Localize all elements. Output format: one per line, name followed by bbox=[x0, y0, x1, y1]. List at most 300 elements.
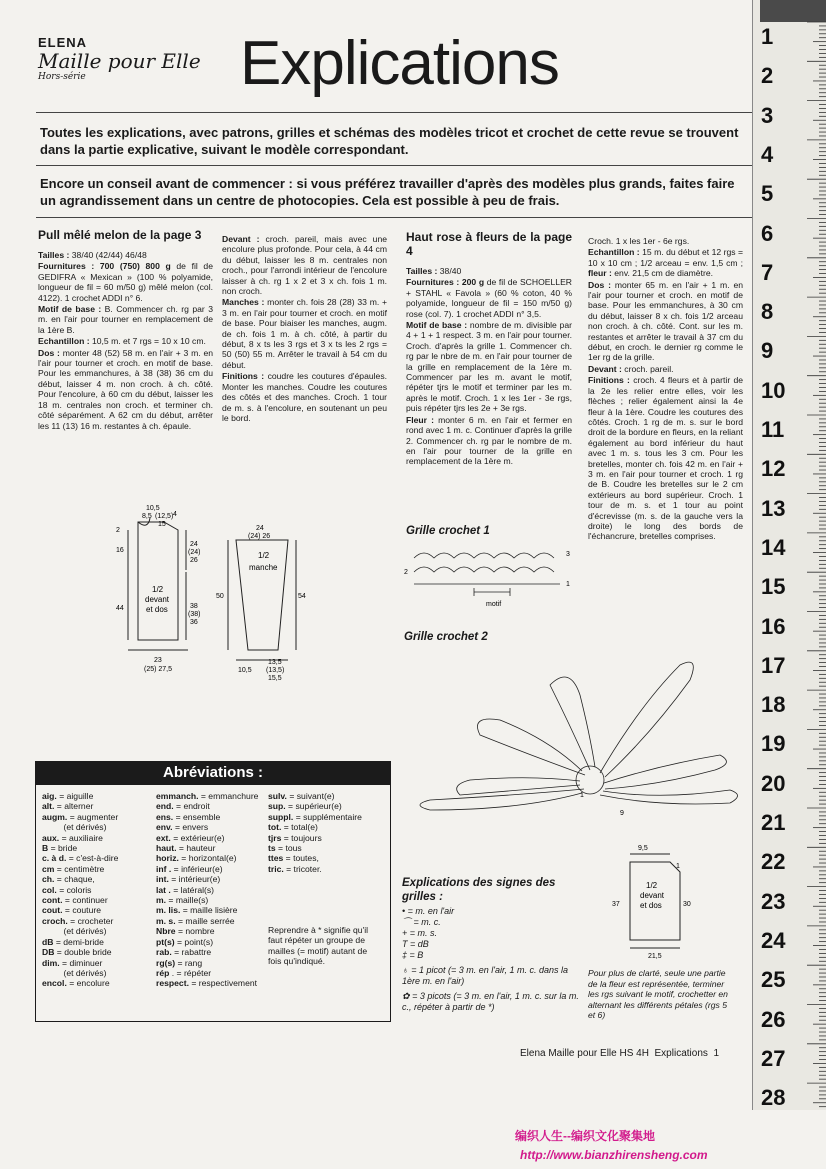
label: Finitions : bbox=[588, 375, 630, 386]
abbr-definition: (et dérivés) bbox=[42, 822, 107, 833]
abbr-term: dB bbox=[42, 936, 54, 947]
slip-stitch-icon: ⌒ bbox=[402, 917, 412, 927]
picot-icon: ♁ bbox=[402, 965, 409, 975]
ruler-number: 27 bbox=[761, 1045, 786, 1071]
ruler-number: 4 bbox=[761, 141, 774, 167]
abbr-entry bbox=[42, 833, 118, 843]
schema-label: et dos bbox=[640, 901, 662, 910]
abbr-term: cont. bbox=[42, 895, 63, 906]
abbr-definition: = chaque, bbox=[54, 874, 95, 885]
text: nombre de m. divisible par 4 + 1 + 1 respect. 3 m. en l'air pour tourner. Croch. d'après la grille 1. Commencer ch. rg par le nbre de m. en l'air pour tourner de la grille en remplacement de la 1ère m. Commencer par les m. avant le motif, répéter tjrs le motif et terminer par les m. après le motif. Croch. 1 x les 1er - 3e rgs, puis répéter tjrs les 2e + 3e rgs. bbox=[406, 320, 572, 414]
abbr-definition: = demi-bride bbox=[53, 936, 104, 947]
abbr-term: dim. bbox=[42, 957, 60, 968]
intro-text: Toutes les explications, avec patrons, grilles et schémas des modèles tricot et crochet de cette revue se trouvent dans la partie explicative, suivant le modèle correspondant. bbox=[40, 125, 739, 157]
dim-label: 24 bbox=[256, 525, 264, 532]
ruler-number: 20 bbox=[761, 770, 786, 796]
schema-label: 1/2 bbox=[258, 551, 270, 560]
abbr-entry bbox=[268, 801, 362, 811]
dim-label: 4 bbox=[173, 511, 177, 518]
abbr-entry bbox=[42, 958, 118, 968]
abbr-entry bbox=[156, 916, 258, 926]
abbr-definition: = ensemble bbox=[173, 811, 221, 822]
dim-label: 54 bbox=[298, 593, 306, 600]
legend-text: = B bbox=[409, 950, 424, 960]
dim-label: 23 bbox=[154, 657, 162, 664]
abbr-entry bbox=[156, 874, 258, 884]
abbr-entry bbox=[156, 937, 258, 947]
three-picots-icon: ✿ bbox=[402, 991, 410, 1001]
text: coudre les coutures d'épaules. Monter les manches. Coudre les coutures des côtés et des manches. Croch. 1 tour de m. s. à l'encolure, en soutenant un peu le bord. bbox=[222, 371, 388, 423]
abbr-term: inf . bbox=[156, 863, 172, 874]
abbr-term: B bbox=[42, 843, 49, 854]
label: Tailles : bbox=[406, 266, 438, 276]
dim-label: 26 bbox=[190, 557, 198, 564]
abbr-definition: (et dérivés) bbox=[42, 967, 107, 978]
legend-text: = 1 picot (= 3 m. en l'air, 1 m. c. dans la 1ère m. en l'air) bbox=[402, 965, 569, 986]
single-crochet-icon: + bbox=[402, 928, 408, 938]
watermark-line-1: 编织人生--编织文化聚集地 bbox=[515, 1129, 655, 1143]
ruler-number: 5 bbox=[761, 181, 774, 207]
abbr-term: ts bbox=[268, 843, 276, 854]
pull-instructions-col2 bbox=[222, 234, 387, 424]
abbr-entry bbox=[156, 885, 258, 895]
abbr-entry bbox=[42, 874, 118, 884]
label: Finitions : bbox=[222, 371, 265, 382]
dim-label: 38 bbox=[190, 603, 198, 610]
abbr-entry bbox=[42, 791, 118, 801]
pull-schema bbox=[108, 500, 308, 690]
schema-label: 1/2 bbox=[646, 881, 658, 890]
abbr-column-1 bbox=[42, 791, 118, 989]
dim-label: 2 bbox=[116, 527, 120, 534]
side-ruler bbox=[752, 0, 826, 1110]
legend-heading: Explications des signes des grilles : bbox=[402, 877, 556, 903]
abbr-entry bbox=[268, 833, 362, 843]
abbr-term: env. bbox=[156, 822, 173, 833]
text: croch. pareil. bbox=[624, 363, 674, 374]
label: Echantillon : bbox=[38, 336, 90, 347]
half-double-icon: T bbox=[402, 939, 408, 949]
abbr-term: suppl. bbox=[268, 811, 294, 822]
schema-label: 1/2 bbox=[152, 585, 164, 594]
abbr-entry bbox=[268, 812, 362, 822]
text: croch. 4 fleurs et à partir de la 2e les relier entre elles, voir les flèches ; relier également ainsi la 4e fleur à la 1ère. Coudre les coutures des côtés. Croch. 1 rg de m. s. sur le bord droit de la bordure en fleurs, en la reliant également au bord inférieur du haut avec 1 m. s. tous les 3 cm. Pour les bretelles, monter ch. fois 42 m. en l'air + 3 m. en l'air pour tourner et croch. 1 rg de B. Coudre les bretelles sur le 2 cm extérieurs au bord supérieur. Croch. 1 tour de m. s. et 1 tour au point d'écrevisse (m. s. de la gauche vers la droite) le long des bords de l'échancrure, bretelles comprises. bbox=[588, 375, 743, 542]
schema-outline bbox=[138, 522, 178, 640]
abbr-term: horiz. bbox=[156, 853, 179, 864]
dim-label: (24) 26 bbox=[248, 533, 271, 540]
abbr-entry bbox=[42, 978, 118, 988]
abbr-entry bbox=[42, 968, 118, 978]
ruler-number: 17 bbox=[761, 652, 786, 678]
flower-note: Pour plus de clarté, seule une partie de la fleur est représentée, terminer les rgs suivant le motif, crochetter en alternant les différents pétales (rgs 5 et 6) bbox=[588, 968, 728, 1020]
row-number: 1 bbox=[566, 581, 570, 588]
dim-label: 1 bbox=[676, 863, 680, 870]
label: Echantillon : bbox=[588, 247, 640, 258]
abbr-definition: . = répéter bbox=[169, 967, 212, 978]
brand-logo bbox=[38, 35, 228, 82]
dim-label: 37 bbox=[612, 901, 620, 908]
abbr-term: DB bbox=[42, 947, 55, 958]
ruler-number: 8 bbox=[761, 299, 774, 325]
text: monter 65 m. en l'air + 1 m. en l'air pour tourner et croch. en motif de base. Pour les emmanchures, à 30 cm du début, laisser 8 x ch. fois 1/2 arceau non croch. à ch. côté. Cont. sur les m. restantes et arrêter le travail à 37 cm du début, en croch. le dernier rg comme le 1er rg de la grille. bbox=[588, 279, 744, 363]
abbr-entry bbox=[42, 926, 118, 936]
legend-text: = dB bbox=[410, 939, 429, 949]
schema-label: et dos bbox=[146, 605, 168, 614]
abbr-entry bbox=[156, 833, 258, 843]
brand-line-2: Maille pour Elle bbox=[38, 49, 201, 73]
abbr-term: augm. bbox=[42, 811, 68, 822]
row-number: 3 bbox=[566, 551, 570, 558]
abbr-entry bbox=[42, 947, 118, 957]
schema-label: devant bbox=[145, 595, 170, 604]
abbr-entry bbox=[42, 843, 118, 853]
ruler-number: 3 bbox=[761, 102, 774, 128]
abbr-term: rg(s) bbox=[156, 957, 176, 968]
dim-label: 30 bbox=[683, 901, 691, 908]
dim-label: 15 bbox=[158, 521, 166, 528]
ruler-number: 9 bbox=[761, 338, 774, 364]
petal bbox=[550, 677, 595, 770]
dim-label: 44 bbox=[116, 605, 124, 612]
abbr-entry bbox=[42, 916, 118, 926]
abbr-definition: = aiguille bbox=[56, 791, 94, 801]
abbr-term: pt(s) bbox=[156, 936, 175, 947]
abbr-entry bbox=[156, 864, 258, 874]
dim-label: 9,5 bbox=[638, 845, 648, 852]
text: Croch. 1 x les 1er - 6e rgs. bbox=[588, 236, 690, 246]
dim-label: (38) bbox=[188, 611, 201, 618]
ruler-number: 14 bbox=[761, 534, 786, 560]
pull-instructions-col1 bbox=[38, 228, 213, 432]
advice-text: Encore un conseil avant de commencer : si vous préférez travailler d'après des modèles plus grands, faites faire un agrandissement dans un centre de photocopies. Cela est possible à peu de frais. bbox=[40, 176, 735, 208]
abbr-term: cout. bbox=[42, 905, 63, 916]
abbr-definition: = nombre bbox=[175, 926, 215, 937]
dim-label: 50 bbox=[216, 593, 224, 600]
grille-1-title: Grille crochet 1 bbox=[406, 525, 490, 537]
ruler-number: 2 bbox=[761, 63, 774, 89]
label: Motif de base : bbox=[38, 304, 102, 315]
abbr-note: Reprendre à * signifie qu'il faut répéter un groupe de mailles (= motif) autant de fois qu'indiqué. bbox=[268, 925, 369, 967]
abbr-term: c. à d. bbox=[42, 853, 67, 864]
label: fleur : bbox=[588, 268, 612, 279]
ruler-number: 22 bbox=[761, 849, 786, 875]
abbr-term: ens. bbox=[156, 811, 174, 822]
abbr-definition: = crocheter bbox=[67, 915, 114, 926]
abbreviations-box bbox=[35, 761, 391, 1023]
abbr-term: ext. bbox=[156, 832, 171, 843]
ruler-number: 7 bbox=[761, 259, 774, 285]
ruler-number: 25 bbox=[761, 967, 786, 993]
petal bbox=[420, 789, 584, 810]
text: B. Commencer ch. rg par 3 m. en l'air pour tourner en remplacement de la 1ère B. bbox=[38, 304, 213, 335]
abbr-definition: = total(e) bbox=[281, 822, 318, 833]
abbr-term: col. bbox=[42, 884, 57, 895]
abbr-definition: = c'est-à-dire bbox=[66, 853, 119, 864]
abbr-definition: = double bride bbox=[54, 947, 112, 958]
text: env. 21,5 cm de diamètre. bbox=[614, 268, 713, 279]
text: 10,5 m. et 7 rgs = 10 x 10 cm. bbox=[91, 336, 206, 347]
abbreviations-body bbox=[35, 785, 391, 1022]
dim-label: 21,5 bbox=[648, 953, 662, 960]
dim-label: 16 bbox=[116, 547, 124, 554]
schema-label: manche bbox=[249, 563, 278, 572]
abbr-definition: = rang bbox=[175, 957, 203, 968]
row-number: 9 bbox=[620, 810, 624, 817]
abbr-entry bbox=[42, 864, 118, 874]
abbr-definition: = bride bbox=[48, 843, 78, 854]
text: monter 6 m. en l'air et fermer en rond avec 1 m. c. Continuer d'après la grille 2. Commencer ch. rg par le nombre de m. en l'air pour tourner de la grille en remplacement de la 1ère m. bbox=[406, 414, 572, 467]
abbr-term: croch. bbox=[42, 915, 68, 926]
abbr-definition: = endroit bbox=[173, 801, 210, 812]
abbr-definition: = horizontal(e) bbox=[178, 853, 237, 864]
abbr-definition: = maille(s) bbox=[166, 895, 209, 906]
abbr-definition: = extérieur(e) bbox=[170, 832, 225, 843]
abbr-term: m. s. bbox=[156, 915, 176, 926]
abbr-definition: = suivant(e) bbox=[286, 791, 335, 801]
abbr-entry bbox=[42, 937, 118, 947]
abbr-definition: (et dérivés) bbox=[42, 926, 107, 937]
abbr-entry bbox=[268, 791, 362, 801]
abbr-term: m. bbox=[156, 895, 167, 906]
legend-text: = m. en l'air bbox=[407, 906, 455, 916]
text: monter 48 (52) 58 m. en l'air + 3 m. en l'air pour tourner et croch. en motif de base. Pour les emmanchures, à 38 (38) 36 cm du début, laisser 4 m. non croch. à ch. côté. Pour l'encolure, à 60 cm du début, laisser les 18 m. centrales non croch. et terminer ch. côté séparément. A 62 cm du début, arrêter les 11 (13) 16 m. restantes à ch. épaule. bbox=[38, 347, 214, 431]
ruler-number: 21 bbox=[761, 810, 786, 835]
ruler-number: 15 bbox=[761, 574, 786, 600]
abbr-entry bbox=[156, 843, 258, 853]
ruler-number: 6 bbox=[761, 220, 774, 246]
abbr-term: int. bbox=[156, 874, 169, 885]
abbr-entry bbox=[268, 843, 362, 853]
abbr-definition: = augmenter bbox=[67, 811, 119, 822]
haut-heading: Haut rose à fleurs de la page 4 bbox=[406, 230, 572, 258]
abbr-entry bbox=[42, 822, 118, 832]
abbr-entry bbox=[156, 926, 258, 936]
dim-label: 10,5 bbox=[146, 505, 160, 512]
abbr-definition: = envers bbox=[172, 822, 209, 833]
haut-instructions-col3 bbox=[406, 230, 572, 468]
abbr-entry bbox=[42, 853, 118, 863]
abbr-definition: = hauteur bbox=[176, 843, 216, 854]
abbr-definition: = supérieur(e) bbox=[285, 801, 342, 812]
text: 38/40 bbox=[439, 266, 462, 276]
dim-label: (25) 27,5 bbox=[144, 666, 173, 673]
abbr-entry bbox=[42, 885, 118, 895]
dim-label: (13,5) bbox=[266, 667, 285, 674]
abbr-term: alt. bbox=[42, 801, 55, 812]
abbr-term: rép bbox=[156, 967, 170, 978]
ruler-number: 10 bbox=[761, 377, 786, 403]
abbr-term: emmanch. bbox=[156, 791, 199, 801]
pull-heading: Pull mêlé melon de la page 3 bbox=[38, 228, 202, 242]
ruler-number: 16 bbox=[761, 613, 786, 639]
abbr-entry bbox=[42, 905, 118, 915]
row-number: 1 bbox=[580, 792, 584, 799]
abbr-definition: = rabattre bbox=[171, 947, 212, 958]
legend-text: = m. c. bbox=[413, 917, 441, 927]
abbr-definition: = coloris bbox=[56, 884, 92, 895]
abbr-definition: = toutes, bbox=[283, 853, 319, 864]
abbr-term: aig. bbox=[42, 791, 57, 801]
abbr-entry bbox=[268, 864, 362, 874]
ruler-number: 24 bbox=[761, 927, 786, 953]
abbr-term: lat . bbox=[156, 884, 171, 895]
label: Devant : bbox=[588, 363, 622, 374]
ruler-number: 26 bbox=[761, 1006, 786, 1032]
label: Fournitures : 200 g bbox=[406, 277, 485, 288]
double-crochet-icon: ‡ bbox=[402, 950, 408, 960]
footer-page: 1 bbox=[713, 1048, 719, 1059]
abbr-definition: = supplémentaire bbox=[293, 811, 362, 822]
text: croch. pareil, mais avec une encolure plus profonde. Pour cela, à 44 cm du début, laisser les 8 m. centrales non croch., pour l'arrondi intérieur de l'encolure laisser à ch. rg 1 x 2 et 3 x ch. fois 1 m. non croch. bbox=[222, 234, 388, 297]
row-number: 2 bbox=[404, 569, 408, 576]
dim-label: (12,5) bbox=[155, 513, 174, 520]
abbr-definition: = intérieur(e) bbox=[168, 874, 221, 885]
abbr-definition: = continuer bbox=[62, 895, 108, 906]
abbr-definition: = inférieur(e) bbox=[171, 863, 223, 874]
grille-2-flower-diagram bbox=[400, 645, 750, 830]
petal bbox=[457, 778, 580, 795]
grille-2-title: Grille crochet 2 bbox=[404, 631, 488, 643]
dim-label: 8,5 bbox=[142, 513, 152, 520]
dim-label: 10,5 bbox=[238, 667, 252, 674]
row-2-arcs bbox=[414, 567, 554, 572]
abbr-entry bbox=[268, 822, 362, 832]
legend-text: = 3 picots (= 3 m. en l'air, 1 m. c. sur la m. c., répéter à partir de *) bbox=[402, 991, 579, 1012]
abbr-entry bbox=[156, 947, 258, 957]
abbr-term: Nbre bbox=[156, 926, 176, 937]
abbr-definition: = toujours bbox=[281, 832, 322, 843]
abbr-column-3 bbox=[268, 791, 362, 874]
ruler-number: 11 bbox=[761, 417, 785, 442]
abbr-entry bbox=[156, 895, 258, 905]
abbr-term: sup. bbox=[268, 801, 286, 812]
text: 38/40 (42/44) 46/48 bbox=[71, 250, 147, 260]
abbr-term: tot. bbox=[268, 822, 282, 833]
ruler-number: 19 bbox=[761, 731, 786, 757]
dim-label: 24 bbox=[190, 541, 198, 548]
label: Fournitures : 700 (750) 800 g bbox=[38, 261, 171, 272]
dim-label: 36 bbox=[190, 619, 198, 626]
abbr-definition: = respectivement bbox=[188, 978, 258, 989]
front-back-schema bbox=[128, 518, 188, 650]
petal bbox=[478, 719, 586, 775]
label: Fleur : bbox=[406, 414, 434, 425]
abbreviations-title: Abréviations : bbox=[35, 761, 391, 785]
abbr-definition: = tous bbox=[275, 843, 302, 854]
abbr-entry bbox=[42, 895, 118, 905]
abbr-entry bbox=[156, 905, 258, 915]
abbr-entry bbox=[156, 853, 258, 863]
label: Tailles : bbox=[38, 250, 70, 260]
abbr-term: end. bbox=[156, 801, 174, 812]
text: 15 m. du début et 12 rgs = 10 x 10 cm ; 1/2 arceau = env. 1,5 cm ; bbox=[588, 247, 744, 268]
abbr-entry bbox=[156, 801, 258, 811]
row-3-arcs bbox=[414, 553, 554, 558]
abbr-definition: = tricoter. bbox=[283, 863, 322, 874]
label: Dos : bbox=[588, 279, 611, 290]
footer-section: Explications bbox=[654, 1048, 708, 1059]
dim-label: 15,5 bbox=[268, 675, 282, 682]
abbr-entry bbox=[268, 853, 362, 863]
abbr-term: respect. bbox=[156, 978, 189, 989]
abbr-definition: = emmanchure bbox=[198, 791, 259, 801]
abbr-definition: = latéral(s) bbox=[170, 884, 215, 895]
abbr-entry bbox=[156, 791, 258, 801]
ruler-number: 23 bbox=[761, 888, 786, 914]
abbr-definition: = encolure bbox=[66, 978, 110, 989]
abbr-entry bbox=[42, 801, 118, 811]
abbr-column-2 bbox=[156, 791, 258, 989]
schema-label: devant bbox=[640, 891, 665, 900]
divider bbox=[36, 112, 752, 113]
petal bbox=[600, 790, 738, 804]
symbol-legend bbox=[402, 876, 582, 1013]
label: Manches : bbox=[222, 297, 265, 308]
legend-text: = m. s. bbox=[409, 928, 438, 938]
abbr-definition: = centimètre bbox=[54, 863, 105, 874]
haut-schema bbox=[610, 840, 700, 960]
abbr-entry bbox=[156, 958, 258, 968]
ruler-number: 1 bbox=[761, 24, 774, 49]
abbr-term: ttes bbox=[268, 853, 284, 864]
abbr-term: ch. bbox=[42, 874, 55, 885]
ruler-number: 12 bbox=[761, 456, 786, 482]
abbr-term: encol. bbox=[42, 978, 67, 989]
page-title: Explications bbox=[240, 29, 559, 98]
chain-stitch-icon: • bbox=[402, 906, 406, 916]
dim-label: 13,5 bbox=[268, 659, 282, 666]
dim-label: (24) bbox=[188, 549, 201, 556]
ruler-number: 28 bbox=[761, 1085, 786, 1111]
text: monter ch. fois 28 (28) 33 m. + 3 m. en l'air pour tourner et croch. en motif de base. Pour biaiser les manches, augm. de ch. fois 1 m. à ch. côté, à partir du début, 8 x ts les 3 rgs et 3 x ts les 2 rgs = 50 (50) 55 m. Arrêter le travail à 54 cm du début. bbox=[222, 297, 388, 370]
grille-1-diagram bbox=[400, 542, 580, 612]
flower-center bbox=[576, 766, 604, 794]
label: Dos : bbox=[38, 347, 60, 358]
label: Devant : bbox=[222, 234, 260, 244]
abbr-definition: = auxiliaire bbox=[59, 832, 103, 843]
abbr-term: rab. bbox=[156, 947, 172, 958]
label: Motif de base : bbox=[406, 320, 468, 331]
abbr-definition: = maille lisière bbox=[180, 905, 238, 916]
abbr-definition: = couture bbox=[62, 905, 101, 916]
abbr-entry bbox=[156, 978, 258, 988]
abbr-definition: = diminuer bbox=[59, 957, 103, 968]
divider bbox=[36, 165, 752, 166]
page-footer bbox=[520, 1048, 719, 1059]
abbr-term: tjrs bbox=[268, 832, 282, 843]
abbr-term: sulv. bbox=[268, 791, 287, 801]
petal bbox=[600, 662, 693, 777]
watermark-line-2: http://www.bianzhirensheng.com bbox=[520, 1148, 708, 1162]
motif-label: motif bbox=[486, 601, 502, 608]
text: de fil de SCHOELLER + STAHL « Favola » (60 % coton, 40 % polyamide, longueur de fil = 150 m/50 g) rose (col. 7). 1 crochet ADDI n° 3,5. bbox=[406, 277, 573, 319]
abbr-term: aux. bbox=[42, 832, 60, 843]
abbr-term: haut. bbox=[156, 843, 177, 854]
abbr-entry bbox=[156, 822, 258, 832]
abbr-term: tric. bbox=[268, 863, 284, 874]
abbr-entry bbox=[42, 812, 118, 822]
abbr-definition: = point(s) bbox=[174, 936, 214, 947]
divider bbox=[36, 217, 752, 218]
text: de fil de GEDIFRA « Mexican » (100 % polyamide, longueur de fil = 60 m/50 g) mêlé melon (col. 4122). 1 crochet ADDI n° 6. bbox=[38, 261, 213, 303]
footer-magazine: Elena Maille pour Elle HS 4H bbox=[520, 1048, 649, 1059]
brand-line-3: Hors-série bbox=[38, 72, 86, 82]
abbr-entry bbox=[156, 968, 258, 978]
abbr-term: m. lis. bbox=[156, 905, 181, 916]
ruler-number: 13 bbox=[761, 495, 786, 521]
brand-line-1: ELENA bbox=[38, 35, 88, 50]
haut-instructions-col4 bbox=[588, 236, 743, 543]
